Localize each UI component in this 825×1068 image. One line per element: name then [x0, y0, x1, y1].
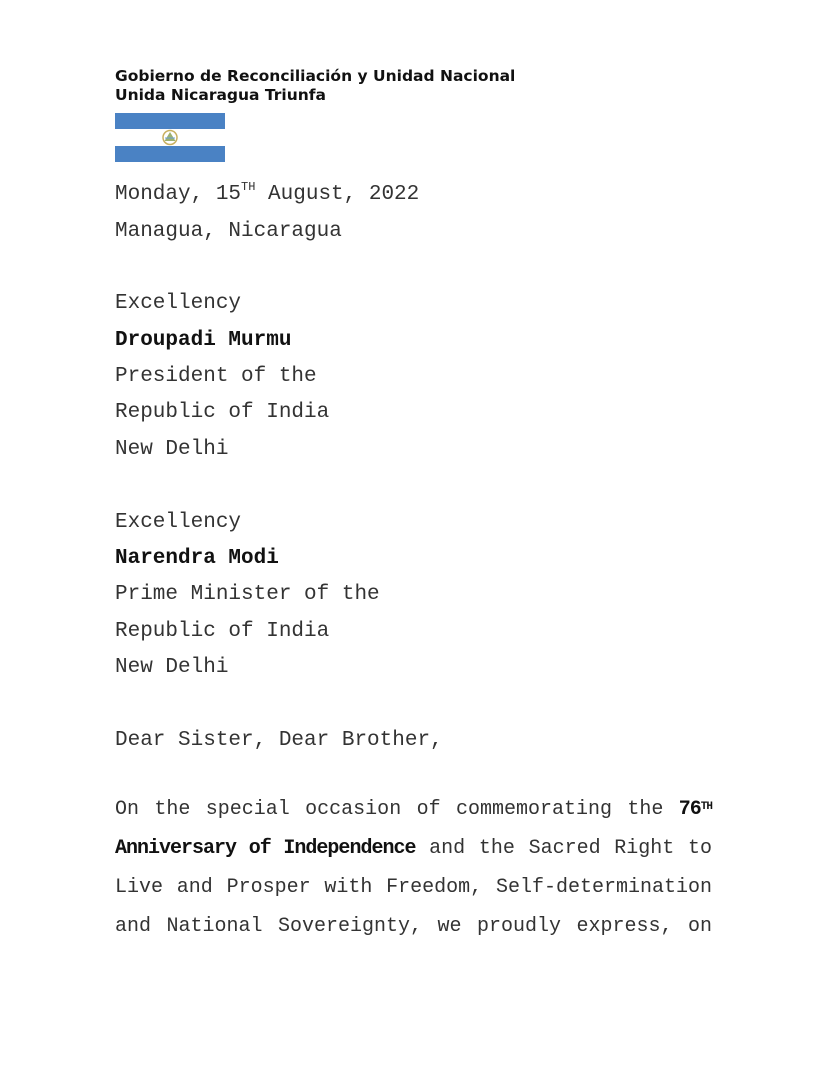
date-ordinal: TH: [241, 180, 256, 194]
body-line-1: [115, 790, 712, 829]
date-day: Monday, 15: [115, 183, 242, 206]
letter-date: [115, 180, 420, 206]
recipient2-salutation: Excellency: [115, 511, 242, 534]
letterhead-line-2: Unida Nicaragua Triunfa: [115, 86, 327, 104]
body-line-2-bold: Anniversary of Independence: [115, 837, 416, 860]
body-line-1-text: On the special occasion of commemorating the: [115, 798, 664, 821]
letter-body-paragraph: [115, 790, 712, 946]
letter-greeting: Dear Sister, Dear Brother,: [115, 729, 443, 752]
recipient1-name: Droupadi Murmu: [115, 329, 292, 352]
letterhead-line-1: Gobierno de Reconciliación y Unidad Nacional: [115, 67, 516, 85]
nicaragua-flag-icon: [115, 113, 225, 162]
recipient2-city: New Delhi: [115, 656, 229, 679]
recipient1-title-1: President of the: [115, 365, 317, 388]
letterhead: [115, 67, 515, 105]
recipient2-title-2: Republic of India: [115, 620, 330, 643]
recipient1-title-2: Republic of India: [115, 401, 330, 424]
letter-place: Managua, Nicaragua: [115, 220, 342, 243]
body-line-1-bold: 76TH: [678, 798, 712, 821]
body-line-3: Live and Prosper with Freedom, Self-determination: [115, 876, 712, 899]
recipient1-city: New Delhi: [115, 438, 229, 461]
body-line-2: [115, 829, 712, 868]
date-rest: August, 2022: [255, 183, 420, 206]
body-line-2-text: and the Sacred Right to: [415, 837, 712, 860]
body-line-4: and National Sovereignty, we proudly express, on: [115, 915, 712, 938]
recipient2-name: Narendra Modi: [115, 547, 279, 570]
recipient1-salutation: Excellency: [115, 292, 242, 315]
recipient2-title-1: Prime Minister of the: [115, 583, 380, 606]
